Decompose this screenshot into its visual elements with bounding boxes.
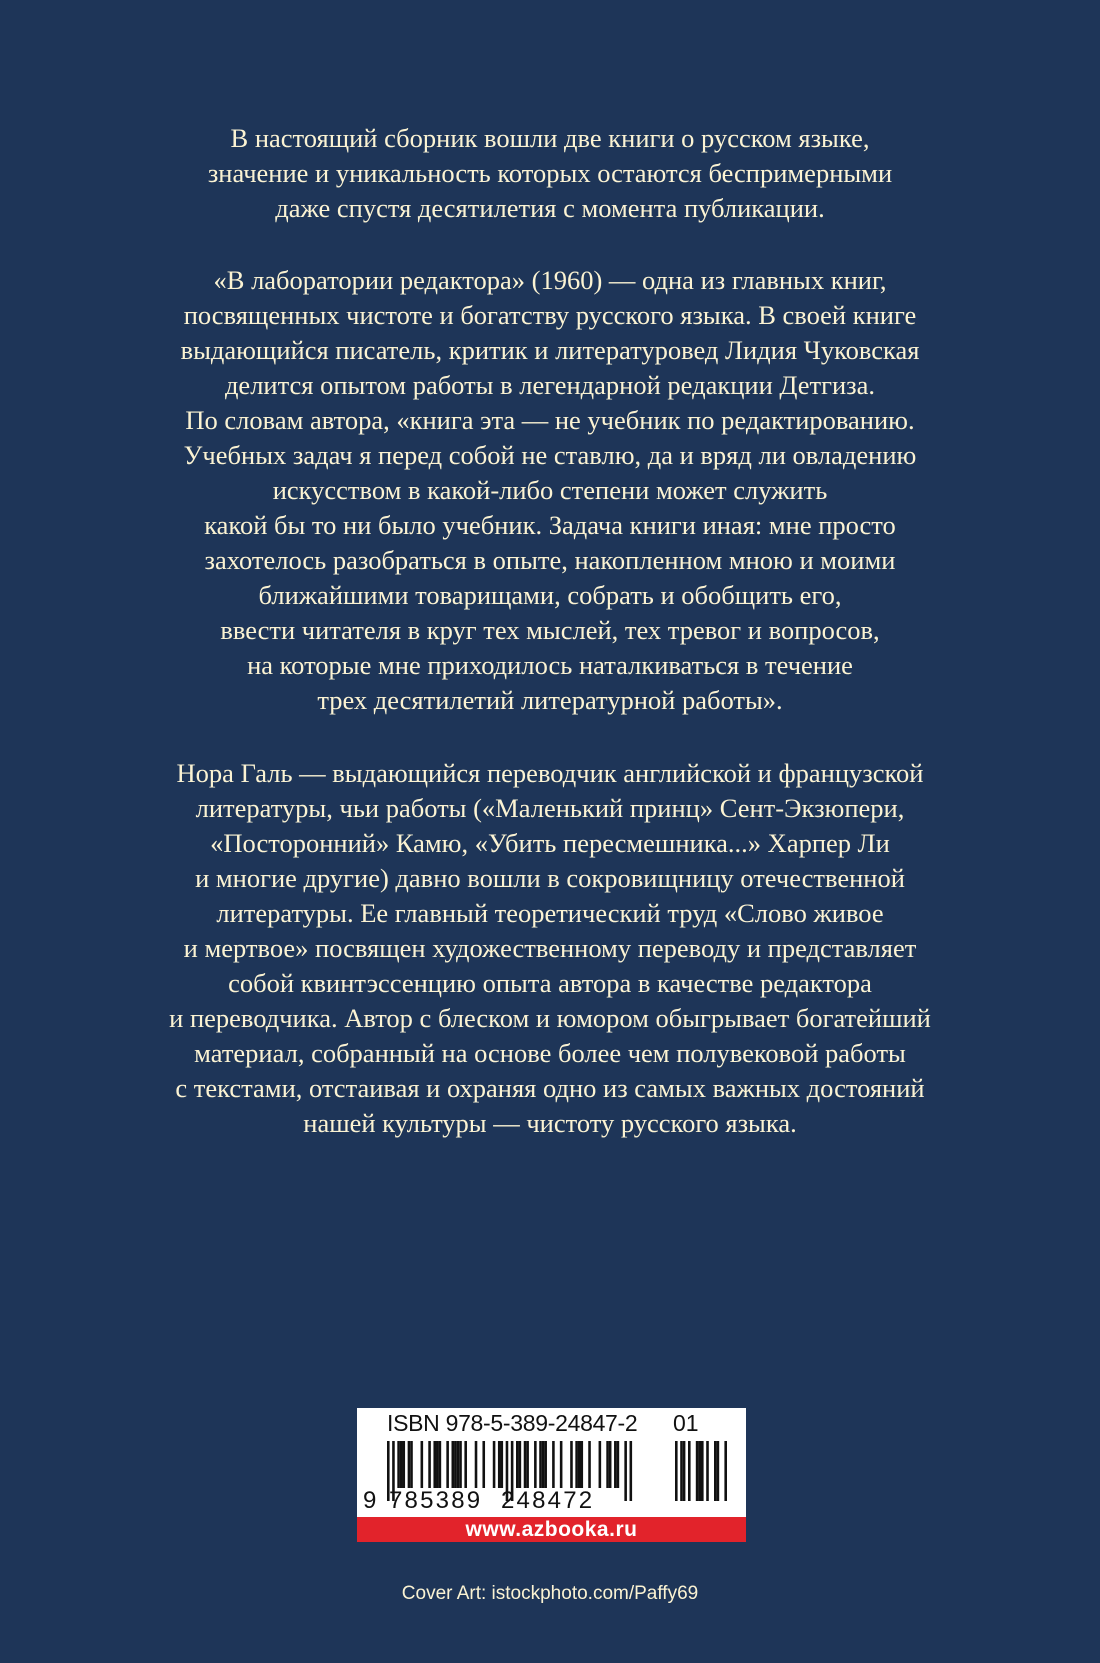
text-line: ближайшими товарищами, собрать и обобщить его, bbox=[258, 580, 842, 610]
barcode-bar bbox=[534, 1441, 537, 1488]
text-line: делится опытом работы в легендарной редакции Детгиза. bbox=[224, 370, 876, 400]
text-line: «В лаборатории редактора» (1960) — одна из главных книг, bbox=[213, 265, 887, 295]
text-line: посвященных чистоте и богатству русского языка. В своей книге bbox=[183, 300, 917, 330]
barcode-bar bbox=[459, 1441, 462, 1488]
barcode-bar bbox=[542, 1441, 545, 1488]
barcode-bar bbox=[539, 1441, 542, 1488]
barcode-bar bbox=[578, 1441, 581, 1488]
barcode-bar bbox=[482, 1441, 485, 1488]
text-line: трех десятилетий литературной работы». bbox=[317, 685, 783, 715]
barcode-bar bbox=[575, 1441, 578, 1488]
barcode-bar bbox=[630, 1441, 633, 1501]
addon-bar bbox=[706, 1441, 709, 1501]
text-line: материал, собранный на основе более чем полувековой работы bbox=[194, 1038, 906, 1068]
barcode-bar bbox=[609, 1441, 612, 1488]
text-line: нашей культуры — чистоту русского языка. bbox=[303, 1108, 797, 1138]
barcode-bar bbox=[519, 1441, 522, 1488]
barcode-bar bbox=[524, 1441, 527, 1488]
barcode-bar bbox=[428, 1441, 431, 1488]
addon-bar bbox=[698, 1441, 701, 1501]
addon-bar bbox=[680, 1441, 683, 1501]
barcode-bar bbox=[588, 1441, 591, 1488]
barcode-bar bbox=[397, 1441, 400, 1488]
text-line: литературы, чьи работы («Маленький принц» Сент-Экзюпери, bbox=[195, 793, 905, 823]
barcode-bar bbox=[457, 1441, 460, 1488]
addon-bar bbox=[701, 1441, 704, 1501]
text-line: ввести читателя в круг тех мыслей, тех тревог и вопросов, bbox=[220, 615, 880, 645]
isbn-label: ISBN 978-5-389-24847-2 bbox=[387, 1410, 638, 1436]
blurb-paragraph-intro bbox=[0, 121, 1100, 226]
addon-bar bbox=[717, 1441, 720, 1501]
text-line: даже спустя десятилетия с момента публикации. bbox=[275, 193, 825, 223]
barcode-bar bbox=[544, 1441, 547, 1488]
barcode-bar bbox=[402, 1441, 405, 1488]
text-line: Нора Галь — выдающийся переводчик английской и французской bbox=[176, 758, 924, 788]
barcode-bar bbox=[526, 1441, 529, 1488]
publisher-website: www.azbooka.ru bbox=[357, 1517, 746, 1542]
barcode-bar bbox=[421, 1441, 424, 1488]
barcode-bar bbox=[464, 1441, 467, 1488]
barcode-bar bbox=[581, 1441, 584, 1488]
barcode-bar bbox=[501, 1441, 504, 1488]
barcode-bar bbox=[560, 1441, 563, 1488]
blurb-paragraph-nora-gal bbox=[0, 756, 1100, 1141]
barcode-bar bbox=[599, 1441, 602, 1488]
addon-bar bbox=[724, 1441, 727, 1501]
barcode-digits-left: 785389 bbox=[389, 1487, 483, 1514]
barcode-bar bbox=[475, 1441, 478, 1488]
barcode-bar bbox=[452, 1441, 455, 1488]
barcode-bar bbox=[624, 1441, 627, 1501]
isbn-addon-label: 01 bbox=[673, 1410, 699, 1436]
barcode-bar bbox=[493, 1441, 496, 1488]
text-line: и переводчика. Автор с блеском и юмором обыгрывает богатейший bbox=[169, 1003, 931, 1033]
barcode-bar bbox=[439, 1441, 442, 1488]
addon-bar bbox=[688, 1441, 691, 1501]
barcode-bar bbox=[454, 1441, 457, 1488]
text-line: собой квинтэссенцию опыта автора в качестве редактора bbox=[228, 968, 872, 998]
barcode-bar bbox=[433, 1441, 436, 1488]
cover-art-credit: Cover Art: istockphoto.com/Paffy69 bbox=[401, 1583, 699, 1604]
text-line: какой бы то ни было учебник. Задача книги иная: мне просто bbox=[204, 510, 896, 540]
text-line: В настоящий сборник вошли две книги о русском языке, bbox=[230, 123, 870, 153]
text-line: искусством в какой-либо степени может служить bbox=[272, 475, 828, 505]
barcode-bar bbox=[400, 1441, 403, 1488]
barcode-bar bbox=[446, 1441, 449, 1488]
text-line: По словам автора, «книга эта — не учебник по редактированию. bbox=[185, 405, 915, 435]
addon-bar bbox=[714, 1441, 717, 1501]
addon-bar bbox=[675, 1441, 678, 1501]
text-line: захотелось разобраться в опыте, накопленном мною и моими bbox=[204, 545, 896, 575]
text-line: значение и уникальность которых остаются беспримерными bbox=[207, 158, 893, 188]
barcode-block bbox=[357, 1408, 746, 1542]
blurb-paragraph-chukovskaya bbox=[0, 263, 1100, 718]
text-line: «Посторонний» Камю, «Убить пересмешника...» Харпер Ли bbox=[210, 828, 890, 858]
addon-bar bbox=[696, 1441, 699, 1501]
barcode-bar bbox=[408, 1441, 411, 1488]
barcode-bar bbox=[552, 1441, 555, 1488]
text-line: Учебных задач я перед собой не ставлю, да и вряд ли овладению bbox=[183, 440, 917, 470]
barcode-bar bbox=[570, 1441, 573, 1488]
barcode-bar bbox=[516, 1441, 519, 1488]
barcode-bar bbox=[498, 1441, 501, 1488]
text-line: выдающийся писатель, критик и литературовед Лидия Чуковская bbox=[180, 335, 920, 365]
text-line: литературы. Ее главный теоретический труд «Слово живое bbox=[216, 898, 884, 928]
barcode-bar bbox=[410, 1441, 413, 1488]
barcode-digit-first: 9 bbox=[363, 1487, 377, 1514]
text-line: и многие другие) давно вошли в сокровищницу отечественной bbox=[195, 863, 905, 893]
barcode-digits-right: 248472 bbox=[501, 1487, 595, 1514]
barcode-bar bbox=[436, 1441, 439, 1488]
addon-bar bbox=[683, 1441, 686, 1501]
text-line: на которые мне приходилось наталкиваться в течение bbox=[247, 650, 853, 680]
barcode-bar bbox=[614, 1441, 617, 1488]
text-line: и мертвое» посвящен художественному переводу и представляет bbox=[183, 933, 917, 963]
barcode-bar bbox=[606, 1441, 609, 1488]
barcode-bar bbox=[617, 1441, 620, 1488]
text-line: с текстами, отстаивая и охраняя одно из самых важных достояний bbox=[175, 1073, 925, 1103]
